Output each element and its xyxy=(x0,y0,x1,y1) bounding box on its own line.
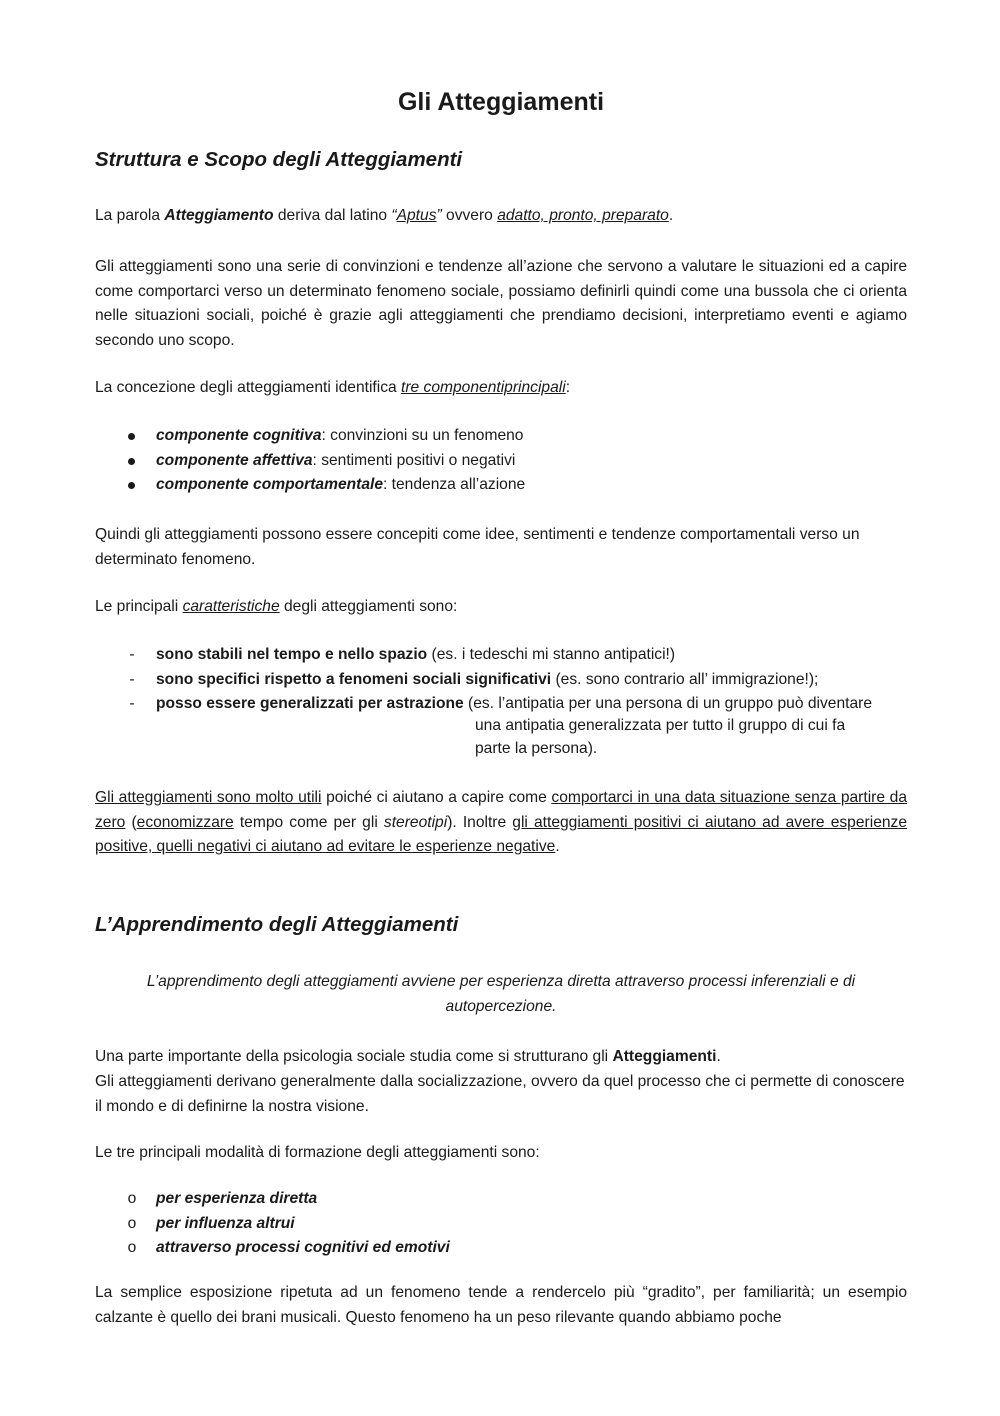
latin-word xyxy=(391,207,441,224)
list-item xyxy=(95,668,907,693)
list-item xyxy=(95,473,907,498)
modes-list xyxy=(95,1187,907,1261)
component-desc: : sentimenti positivi o negativi xyxy=(312,451,516,469)
characteristic-continuation: parte la persona). xyxy=(475,740,598,757)
text-run: La concezione degli atteggiamenti identifica xyxy=(95,379,402,396)
mode-text: per influenza altrui xyxy=(156,1214,295,1232)
bullet-icon xyxy=(128,433,135,440)
quote-block: L’apprendimento degli atteggiamenti avviene per esperienza diretta attraverso processi inferenziali e di autopercezione. xyxy=(146,973,856,1015)
characteristic-desc: (es. l’antipatia per una persona di un gruppo può diventare xyxy=(463,695,873,712)
dash-icon: - xyxy=(129,695,135,712)
characteristic-desc: (es. i tedeschi mi stanno antipatici!) xyxy=(427,646,676,663)
circle-bullet-icon: o xyxy=(127,1214,137,1232)
text-run: La parola xyxy=(95,207,165,224)
text-run: . xyxy=(668,207,674,224)
latin-word-aptus: Aptus xyxy=(396,207,437,224)
text-run: tempo come per gli xyxy=(233,813,384,831)
section-heading-apprendimento: L’Apprendimento degli Atteggiamenti xyxy=(95,913,459,936)
list-item xyxy=(95,1187,907,1212)
circle-bullet-icon: o xyxy=(127,1190,137,1207)
section-heading-struttura: Struttura e Scopo degli Atteggiamenti xyxy=(95,148,463,171)
text-run: deriva dal latino xyxy=(273,207,392,224)
list-item xyxy=(95,1236,907,1261)
text-run: Gli atteggiamenti sono molto utili xyxy=(95,789,322,806)
text-run: ( xyxy=(125,813,137,831)
characteristic-term: sono stabili nel tempo e nello spazio xyxy=(156,646,428,663)
component-desc: : tendenza all’azione xyxy=(383,476,526,493)
paragraph-usefulness xyxy=(95,786,907,860)
text-run: comportarci in una data situazione senza partire da zero xyxy=(95,789,907,831)
mode-text: attraverso processi cognitivi ed emotivi xyxy=(156,1239,450,1256)
list-item xyxy=(95,424,907,449)
characteristic-desc: (es. sono contrario all’ immigrazione!); xyxy=(551,670,819,688)
characteristics-link-text: caratteristiche xyxy=(182,598,280,615)
dash-icon: - xyxy=(129,646,135,663)
list-item xyxy=(95,449,907,474)
paragraph-definition: Gli atteggiamenti sono una serie di convinzioni e tendenze all’azione che servono a valutare le situazioni ed a capire come comportarci verso un determinato fenomeno sociale, possiamo definirli quindi come una bussola che ci orienta nelle situazioni sociali, poiché è grazie agli atteggiamenti che prendiamo decisioni, interpretiamo eventi e agiamo secondo uno scopo. xyxy=(95,258,907,349)
bullet-icon xyxy=(128,458,135,465)
paragraph-characteristics-intro xyxy=(95,595,907,620)
paragraph-components-intro xyxy=(95,376,907,401)
quote-close: ” xyxy=(436,207,442,224)
dash-icon: - xyxy=(129,670,135,688)
text-run: gli atteggiamenti positivi ci aiutano ad avere esperienze positive, quelli negativi ci aiutano ad evitare le esperienze negative xyxy=(95,813,908,855)
characteristic-term: sono specifici rispetto a fenomeni sociali significativi xyxy=(156,670,552,688)
text-run: economizzare xyxy=(136,813,234,831)
paragraph-origin xyxy=(95,204,907,229)
text-run: : xyxy=(565,379,571,396)
list-item xyxy=(95,643,907,668)
list-item xyxy=(95,692,907,717)
text-run: . xyxy=(555,838,560,855)
mode-text: per esperienza diretta xyxy=(156,1190,318,1207)
paragraph-summary: Quindi gli atteggiamenti possono essere concepiti come idee, sentimenti e tendenze comportamentali verso un determinato fenomeno. xyxy=(95,526,860,568)
meaning-text: adatto, pronto, preparato xyxy=(497,207,669,224)
term-atteggiamento: Atteggiamento xyxy=(164,207,274,224)
text-run: poiché ci aiutano a capire come xyxy=(321,789,552,806)
characteristics-list xyxy=(95,643,907,717)
list-item xyxy=(95,1212,907,1237)
characteristic-continuation: una antipatia generalizzata per tutto il gruppo di cui fa xyxy=(475,717,846,734)
bullet-icon xyxy=(128,482,135,489)
component-term: componente cognitiva xyxy=(156,427,322,444)
paragraph-socialization: Gli atteggiamenti derivano generalmente dalla socializzazione, ovvero da quel processo che ci permette di conoscere il mondo e di definirne la nostra visione. xyxy=(95,1073,905,1115)
paragraph-exposure: La semplice esposizione ripetuta ad un fenomeno tende a rendercelo più “gradito”, per familiarità; un esempio calzante è quello dei brani musicali. Questo fenomeno ha un peso rilevante quando abbiamo poche xyxy=(95,1284,907,1326)
text-run: ovvero xyxy=(441,207,498,224)
text-run: stereotipi xyxy=(383,813,448,831)
text-run: ). Inoltre xyxy=(447,813,513,831)
text-run: . xyxy=(716,1048,721,1065)
text-run: Una parte importante della psicologia sociale studia come si strutturano gli xyxy=(95,1048,613,1065)
text-run: degli atteggiamenti sono: xyxy=(279,598,458,615)
characteristic-term: posso essere generalizzati per astrazione xyxy=(156,695,464,712)
circle-bullet-icon: o xyxy=(127,1239,137,1256)
component-term: componente comportamentale xyxy=(156,476,384,493)
paragraph-psychology xyxy=(95,1045,907,1070)
text-run: Le principali xyxy=(95,598,183,615)
component-term: componente affettiva xyxy=(156,451,313,469)
components-list xyxy=(95,424,907,498)
component-desc: : convinzioni su un fenomeno xyxy=(321,427,524,444)
paragraph-modes-intro: Le tre principali modalità di formazione degli atteggiamenti sono: xyxy=(95,1144,540,1161)
page-title: Gli Atteggiamenti xyxy=(397,88,605,116)
term-atteggiamenti: Atteggiamenti xyxy=(612,1048,717,1065)
quote-open: “ xyxy=(391,207,397,224)
components-link-text: tre componentiprincipali xyxy=(401,379,566,396)
